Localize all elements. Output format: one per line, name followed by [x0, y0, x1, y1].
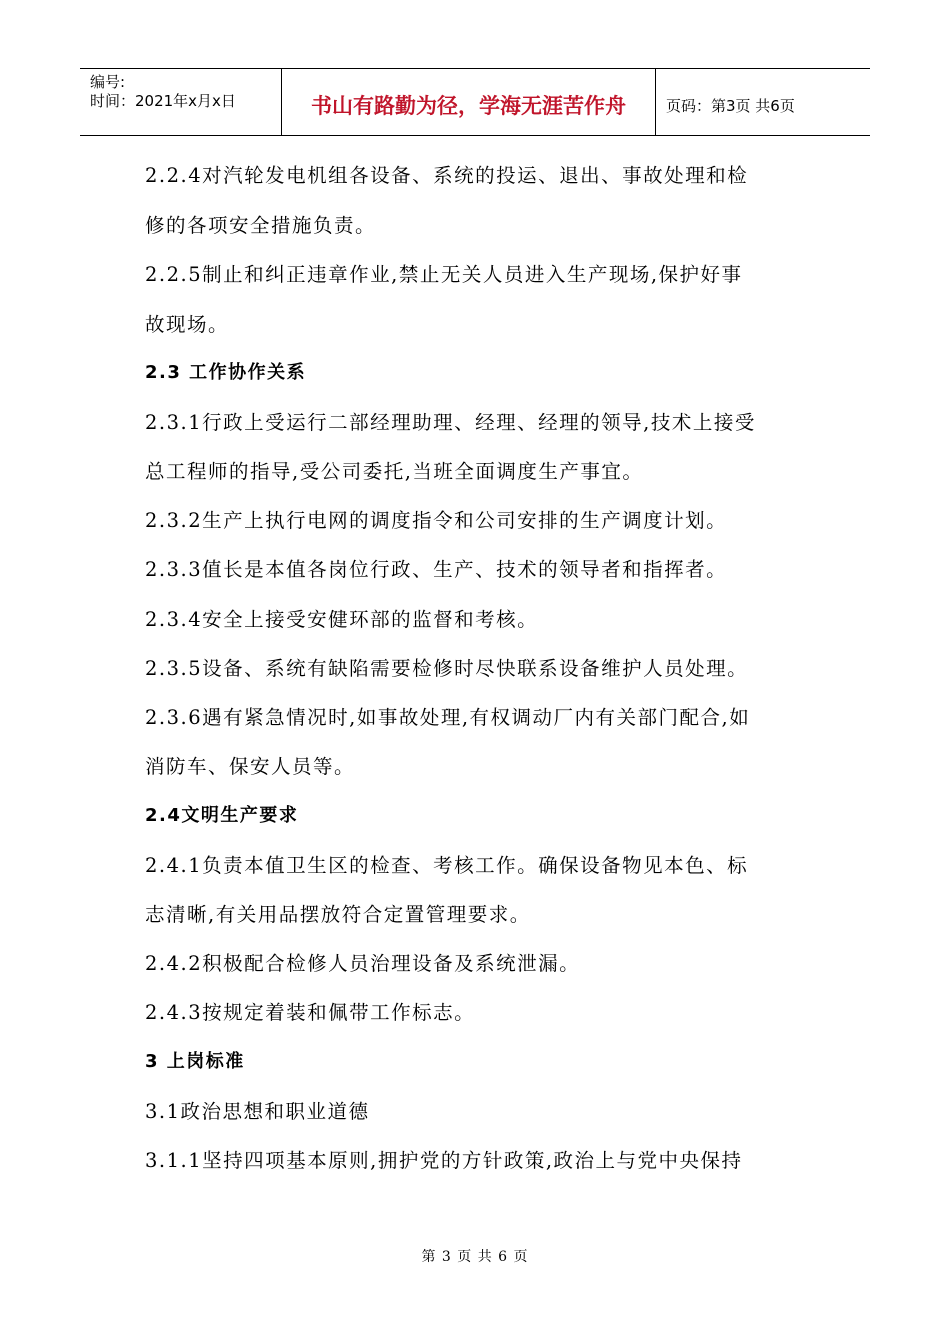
section-heading: 3 上岗标准	[145, 1051, 245, 1072]
body-line: 总工程师的指导,受公司委托,当班全面调度生产事宜。	[145, 460, 644, 483]
document-number-label: 编号:	[90, 73, 126, 91]
body-line: 2.4.2积极配合检修人员治理设备及系统泄漏。	[145, 952, 581, 975]
body-line: 故现场。	[145, 313, 230, 336]
page-header	[80, 68, 870, 136]
section-heading: 2.4文明生产要求	[145, 805, 299, 826]
document-time-label: 时间：2021年x月x日	[90, 92, 236, 110]
header-meta	[80, 69, 282, 135]
body-line: 2.2.4对汽轮发电机组各设备、系统的投运、退出、事故处理和检	[145, 164, 749, 187]
body-line: 3.1政治思想和职业道德	[145, 1100, 370, 1123]
section-heading: 2.3 工作协作关系	[145, 362, 307, 383]
header-motto: 书山有路勤为径，学海无涯苦作舟	[282, 69, 656, 135]
page-footer: 第 3 页 共 6 页	[421, 1249, 529, 1265]
body-line: 2.4.3按规定着装和佩带工作标志。	[145, 1001, 476, 1024]
body-line: 2.3.3值长是本值各岗位行政、生产、技术的领导者和指挥者。	[145, 558, 728, 581]
body-line: 修的各项安全措施负责。	[145, 214, 377, 237]
body-line: 志清晰,有关用品摆放符合定置管理要求。	[145, 903, 531, 926]
body-line: 2.3.1行政上受运行二部经理助理、经理、经理的领导,技术上接受	[145, 411, 756, 434]
body-line: 2.3.4安全上接受安健环部的监督和考核。	[145, 608, 539, 631]
body-line: 2.2.5制止和纠正违章作业,禁止无关人员进入生产现场,保护好事	[145, 263, 743, 286]
body-line: 2.3.6遇有紧急情况时,如事故处理,有权调动厂内有关部门配合,如	[145, 706, 751, 729]
body-line: 2.3.2生产上执行电网的调度指令和公司安排的生产调度计划。	[145, 509, 728, 532]
header-page-info: 页码：第3页 共6页	[666, 96, 795, 115]
body-line: 2.3.5设备、系统有缺陷需要检修时尽快联系设备维护人员处理。	[145, 657, 749, 680]
body-line: 消防车、保安人员等。	[145, 755, 356, 778]
body-line: 2.4.1负责本值卫生区的检查、考核工作。确保设备物见本色、标	[145, 854, 749, 877]
body-line: 3.1.1坚持四项基本原则,拥护党的方针政策,政治上与党中央保持	[145, 1149, 743, 1172]
